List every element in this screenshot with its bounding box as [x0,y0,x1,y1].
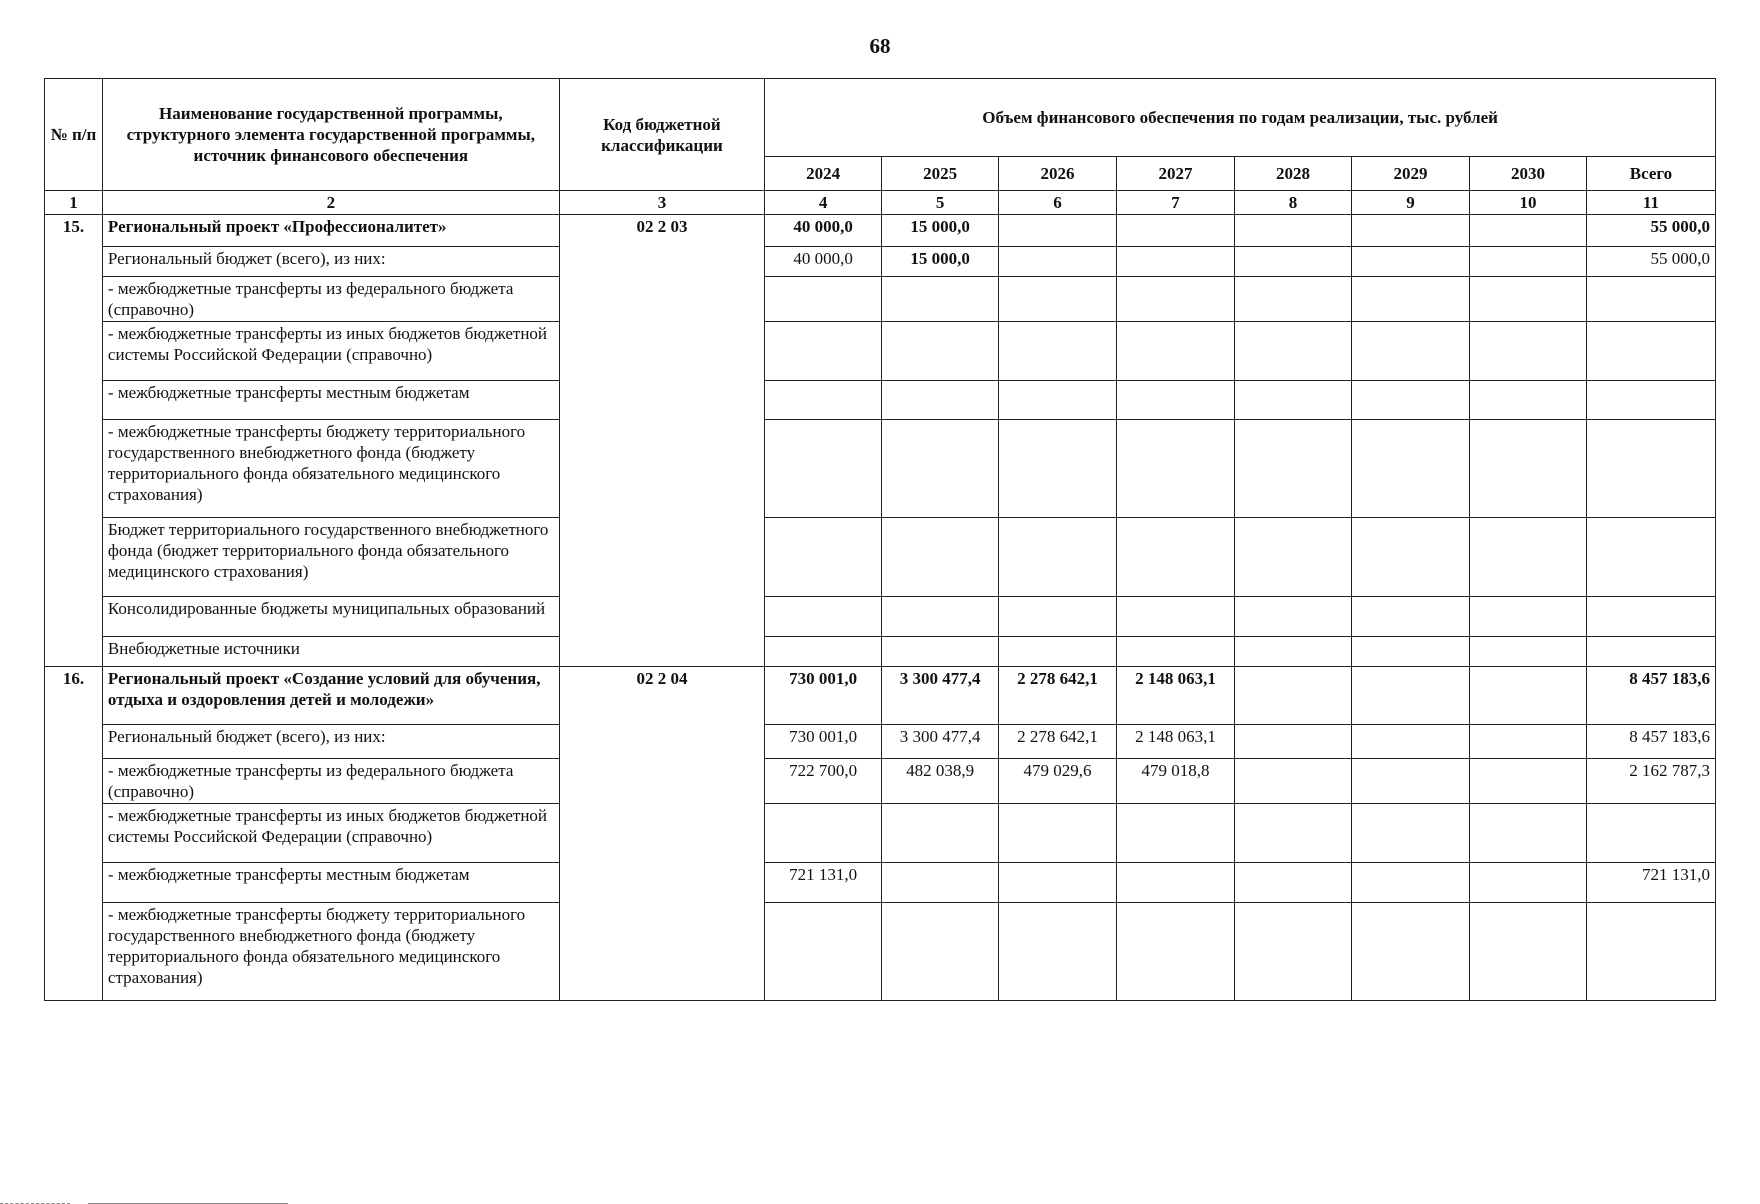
source-row [45,637,1716,667]
source-row [45,247,1716,277]
value-year: 3 300 477,4 [882,725,999,759]
value-year [1351,725,1469,759]
year-header: 2025 [882,157,999,191]
column-number: 2 [102,191,559,215]
year-header: 2028 [1235,157,1352,191]
value-year [999,597,1117,637]
year-header: Всего [1586,157,1715,191]
column-number: 7 [1117,191,1235,215]
value-year [999,215,1117,247]
source-row [45,759,1716,804]
header-no: № п/п [45,79,103,191]
source-name: - межбюджетные трансферты из федерального бюджета (справочно) [102,759,559,804]
value-total [1586,518,1715,597]
source-name: Региональный бюджет (всего), из них: [102,247,559,277]
value-year [1470,518,1587,597]
value-total [1586,381,1715,420]
column-number: 3 [559,191,764,215]
value-year [1351,381,1469,420]
value-total [1586,322,1715,381]
value-year [1117,247,1235,277]
value-year [1117,381,1235,420]
value-year [1235,903,1352,1001]
value-total: 2 162 787,3 [1586,759,1715,804]
value-total [1586,804,1715,863]
value-year: 479 018,8 [1117,759,1235,804]
value-year [1235,420,1352,518]
value-year: 721 131,0 [765,863,882,903]
value-year [765,381,882,420]
value-year [999,381,1117,420]
value-year [1351,277,1469,322]
value-year: 482 038,9 [882,759,999,804]
value-year [1117,277,1235,322]
value-year [1470,597,1587,637]
value-year [1235,322,1352,381]
value-year [1351,637,1469,667]
value-year [1235,667,1352,725]
value-total [1586,597,1715,637]
value-year [999,903,1117,1001]
column-number: 10 [1470,191,1587,215]
value-year: 40 000,0 [765,247,882,277]
value-year [1351,759,1469,804]
value-year [1470,804,1587,863]
source-name: - межбюджетные трансферты местным бюджетам [102,381,559,420]
source-name: Региональный бюджет (всего), из них: [102,725,559,759]
value-year [1351,903,1469,1001]
value-total [1586,277,1715,322]
value-year [1117,863,1235,903]
value-year: 730 001,0 [765,725,882,759]
value-year [1470,667,1587,725]
value-year [1235,759,1352,804]
value-year [882,381,999,420]
value-year [1117,637,1235,667]
value-year [882,277,999,322]
source-row [45,863,1716,903]
value-year [1470,637,1587,667]
value-total [1586,420,1715,518]
source-name: Бюджет территориального государственного внебюджетного фонда (бюджет территориального фонда обязательного медицинского страхования) [102,518,559,597]
value-year [765,518,882,597]
value-year [1351,597,1469,637]
project-index: 16. [45,667,103,1001]
value-year [882,637,999,667]
year-header: 2027 [1117,157,1235,191]
value-year [1351,667,1469,725]
source-name: Консолидированные бюджеты муниципальных образований [102,597,559,637]
value-year [1235,725,1352,759]
value-year [765,637,882,667]
project-title: Региональный проект «Создание условий для обучения, отдыха и оздоровления детей и молодежи» [102,667,559,725]
year-header: 2024 [765,157,882,191]
value-year [882,322,999,381]
source-name: - межбюджетные трансферты из иных бюджетов бюджетной системы Российской Федерации (справочно) [102,322,559,381]
value-year [765,420,882,518]
value-year [999,637,1117,667]
project-row [45,215,1716,247]
value-year [1117,903,1235,1001]
value-year [882,863,999,903]
column-number: 8 [1235,191,1352,215]
value-year [1470,420,1587,518]
source-row [45,420,1716,518]
value-year [765,277,882,322]
value-year [1351,863,1469,903]
value-year: 3 300 477,4 [882,667,999,725]
value-year [1351,215,1469,247]
value-year [1351,518,1469,597]
value-total [1586,637,1715,667]
value-year [999,247,1117,277]
value-total: 8 457 183,6 [1586,667,1715,725]
value-year [1117,597,1235,637]
value-year: 479 029,6 [999,759,1117,804]
source-row [45,322,1716,381]
value-year [999,518,1117,597]
budget-code: 02 2 03 [559,215,764,667]
value-year [765,903,882,1001]
source-name: - межбюджетные трансферты бюджету территориального государственного внебюджетного фонда (бюджету территориального фонда обязательного медицинского страхования) [102,903,559,1001]
source-row [45,518,1716,597]
value-year [1470,863,1587,903]
value-year [999,277,1117,322]
source-row [45,903,1716,1001]
value-year [1470,322,1587,381]
value-year [1235,518,1352,597]
value-year [1351,247,1469,277]
value-year [1235,637,1352,667]
value-year [1470,381,1587,420]
source-row [45,277,1716,322]
column-number: 1 [45,191,103,215]
source-row [45,804,1716,863]
value-year [1117,804,1235,863]
value-total [1586,903,1715,1001]
source-name: - межбюджетные трансферты местным бюджетам [102,863,559,903]
value-year [882,804,999,863]
value-year: 2 148 063,1 [1117,667,1235,725]
value-year [882,420,999,518]
value-year [1470,277,1587,322]
value-year: 40 000,0 [765,215,882,247]
value-year: 730 001,0 [765,667,882,725]
value-year [999,863,1117,903]
value-year [1470,903,1587,1001]
value-year [1117,322,1235,381]
value-year [1470,759,1587,804]
column-number: 5 [882,191,999,215]
source-name: - межбюджетные трансферты из иных бюджетов бюджетной системы Российской Федерации (справочно) [102,804,559,863]
value-total: 8 457 183,6 [1586,725,1715,759]
value-year [1235,247,1352,277]
value-year [1235,863,1352,903]
value-year [1235,215,1352,247]
value-year [765,804,882,863]
value-year [1470,215,1587,247]
value-year [1351,420,1469,518]
value-year: 2 278 642,1 [999,725,1117,759]
project-row [45,667,1716,725]
header-name: Наименование государственной программы, структурного элемента государственной программы, источник финансового обеспечения [102,79,559,191]
value-year [1235,381,1352,420]
source-name: - межбюджетные трансферты из федерального бюджета (справочно) [102,277,559,322]
value-year [1351,322,1469,381]
value-year: 2 278 642,1 [999,667,1117,725]
value-year [882,518,999,597]
source-row [45,597,1716,637]
value-year [999,420,1117,518]
value-year [1235,277,1352,322]
value-year [1117,215,1235,247]
year-header: 2030 [1470,157,1587,191]
budget-code: 02 2 04 [559,667,764,1001]
value-year: 2 148 063,1 [1117,725,1235,759]
header-code: Код бюджетной классификации [559,79,764,191]
value-year [1235,597,1352,637]
value-year [1235,804,1352,863]
year-header: 2029 [1351,157,1469,191]
value-total: 55 000,0 [1586,215,1715,247]
value-year [765,597,882,637]
project-index: 15. [45,215,103,667]
value-year [999,804,1117,863]
value-year [999,322,1117,381]
source-row [45,381,1716,420]
column-number: 4 [765,191,882,215]
page-number: 68 [869,34,891,58]
value-total: 721 131,0 [1586,863,1715,903]
column-number: 6 [999,191,1117,215]
finance-table [44,78,1716,1001]
value-year [882,597,999,637]
value-year: 15 000,0 [882,247,999,277]
source-name: - межбюджетные трансферты бюджету территориального государственного внебюджетного фонда (бюджету территориального фонда обязательного медицинского страхования) [102,420,559,518]
value-year [1117,518,1235,597]
value-year [1351,804,1469,863]
source-name: Внебюджетные источники [102,637,559,667]
value-year: 722 700,0 [765,759,882,804]
header-volume: Объем финансового обеспечения по годам реализации, тыс. рублей [765,79,1716,157]
column-number: 11 [1586,191,1715,215]
value-year: 15 000,0 [882,215,999,247]
value-year [1470,725,1587,759]
project-title: Региональный проект «Профессионалитет» [102,215,559,247]
value-total: 55 000,0 [1586,247,1715,277]
column-number: 9 [1351,191,1469,215]
year-header: 2026 [999,157,1117,191]
value-year [1117,420,1235,518]
value-year [765,322,882,381]
value-year [882,903,999,1001]
column-numbers-row [45,191,1716,215]
value-year [1470,247,1587,277]
source-row [45,725,1716,759]
